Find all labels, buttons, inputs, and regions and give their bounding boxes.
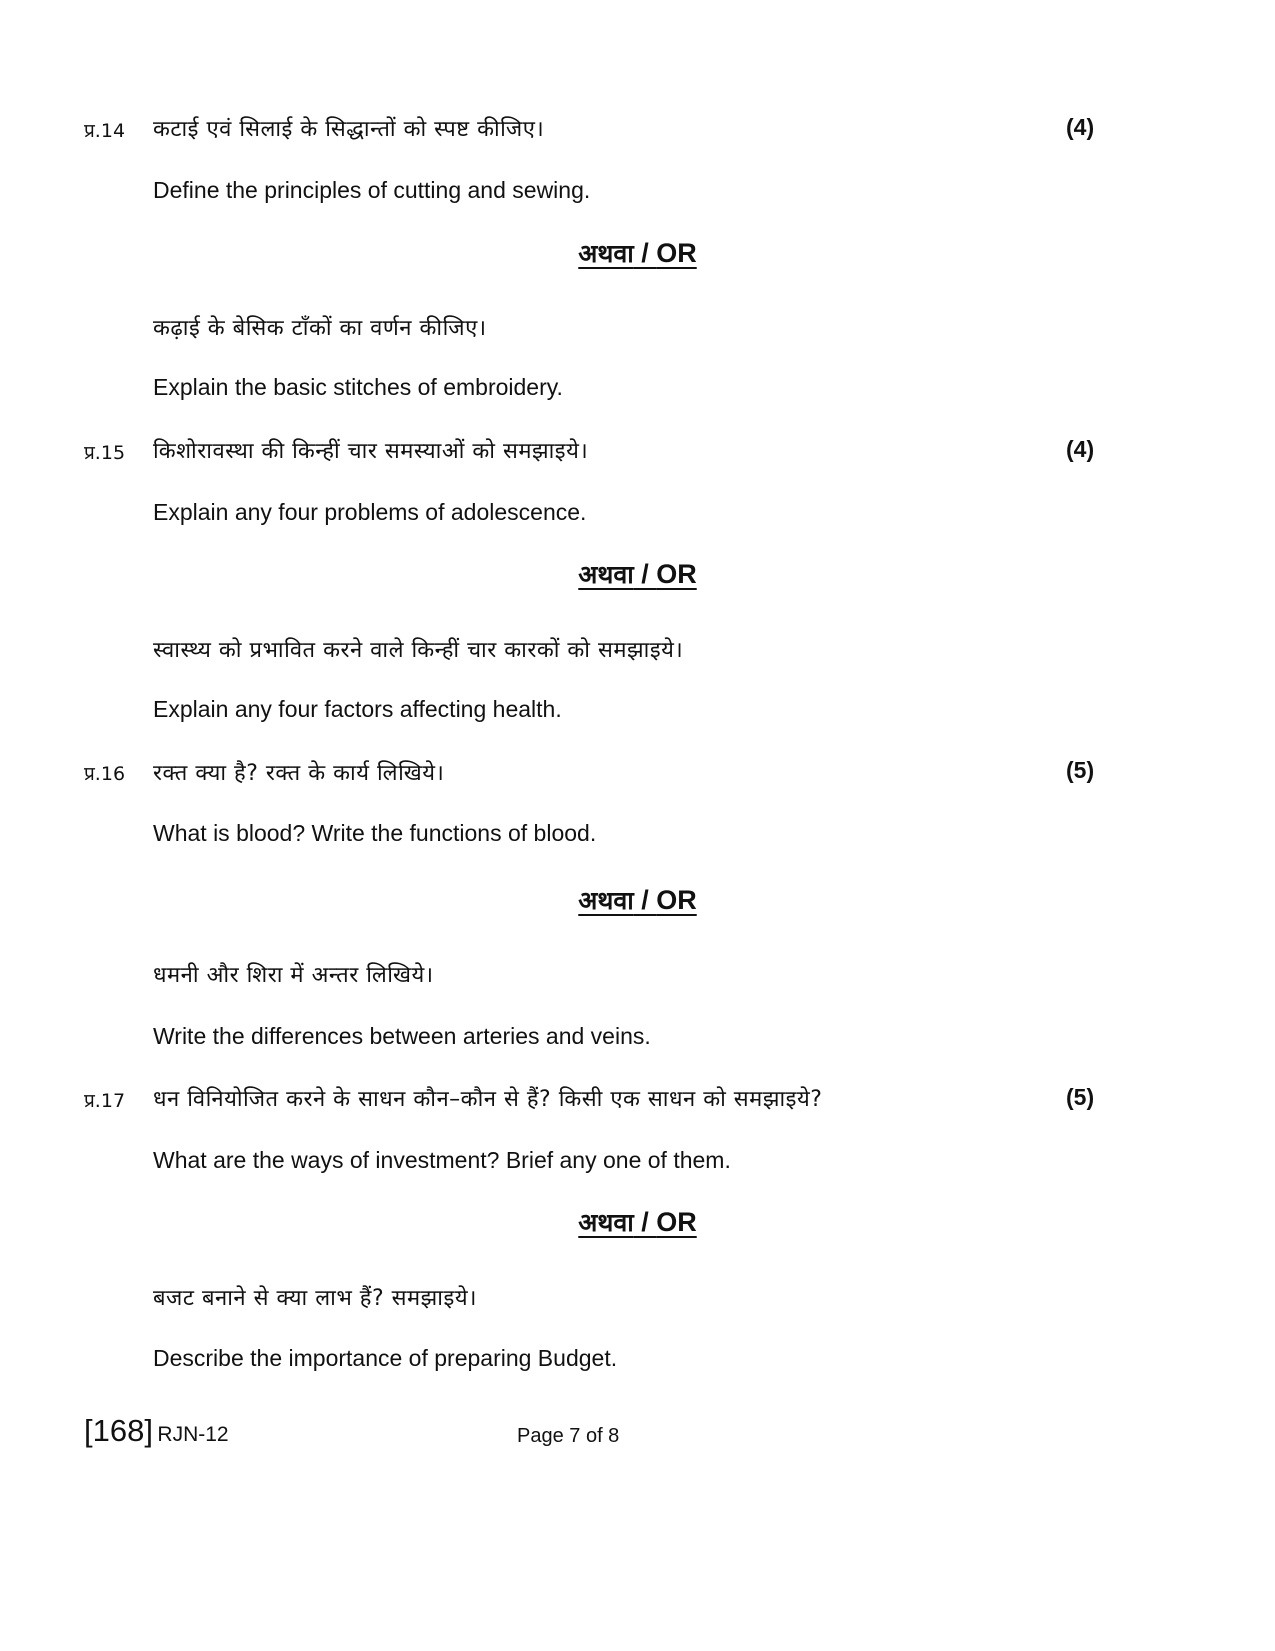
alt-question-text-english: Describe the importance of preparing Budget. (153, 1345, 618, 1371)
question-text-english: What are the ways of investment? Brief any one of them. (153, 1147, 731, 1173)
or-label-hindi: अथवा (578, 239, 634, 268)
question-text-hindi: धन विनियोजित करने के साधन कौन–कौन से हैं? किसी एक साधन को समझाइये? (153, 1087, 823, 1112)
or-separator (0, 236, 1275, 270)
or-separator (0, 883, 1275, 917)
question-number: प्र.14 (84, 120, 126, 142)
or-label-hindi: अथवा (578, 560, 634, 589)
or-label-sep: / (633, 1207, 657, 1237)
or-label-english: OR (656, 885, 697, 915)
or-label-hindi: अथवा (578, 1208, 634, 1237)
alt-question-text-hindi: कढ़ाई के बेसिक टाँकों का वर्णन कीजिए। (153, 316, 487, 341)
question-text-hindi: किशोरावस्था की किन्हीं चार समस्याओं को समझाइये। (153, 439, 589, 464)
or-separator (0, 557, 1275, 591)
question-text-hindi: कटाई एवं सिलाई के सिद्धान्तों को स्पष्ट कीजिए। (153, 117, 545, 142)
or-label-english: OR (656, 559, 697, 589)
or-label-sep: / (633, 885, 657, 915)
or-label-hindi: अथवा (578, 886, 634, 915)
or-label-sep: / (633, 238, 657, 268)
or-separator (0, 1205, 1275, 1239)
or-label-english: OR (656, 238, 697, 268)
question-text-english: Define the principles of cutting and sewing. (153, 177, 591, 203)
or-label-english: OR (656, 1207, 697, 1237)
question-marks: (4) (1066, 114, 1095, 140)
footer-paper-code (84, 1413, 229, 1449)
alt-question-text-english: Write the differences between arteries and veins. (153, 1023, 651, 1049)
alt-question-text-hindi: धमनी और शिरा में अन्तर लिखिये। (153, 963, 434, 988)
or-label-sep: / (633, 559, 657, 589)
question-marks: (4) (1066, 436, 1095, 462)
question-text-english: Explain any four problems of adolescence. (153, 499, 587, 525)
question-text-english: What is blood? Write the functions of blood. (153, 820, 597, 846)
question-marks: (5) (1066, 1084, 1095, 1110)
alt-question-text-english: Explain any four factors affecting health. (153, 696, 562, 722)
question-text-hindi: रक्त क्या है? रक्त के कार्य लिखिये। (153, 761, 445, 786)
question-number: प्र.16 (84, 763, 126, 785)
alt-question-text-hindi: स्वास्थ्य को प्रभावित करने वाले किन्हीं चार कारकों को समझाइये। (153, 638, 684, 663)
page-number: Page 7 of 8 (517, 1425, 620, 1447)
question-number: प्र.17 (84, 1090, 126, 1112)
footer-code: RJN-12 (157, 1423, 229, 1446)
alt-question-text-hindi: बजट बनाने से क्या लाभ हैं? समझाइये। (153, 1286, 477, 1311)
question-number: प्र.15 (84, 442, 126, 464)
footer-code-bracket: [168] (84, 1413, 153, 1448)
alt-question-text-english: Explain the basic stitches of embroidery. (153, 374, 563, 400)
question-marks: (5) (1066, 757, 1095, 783)
